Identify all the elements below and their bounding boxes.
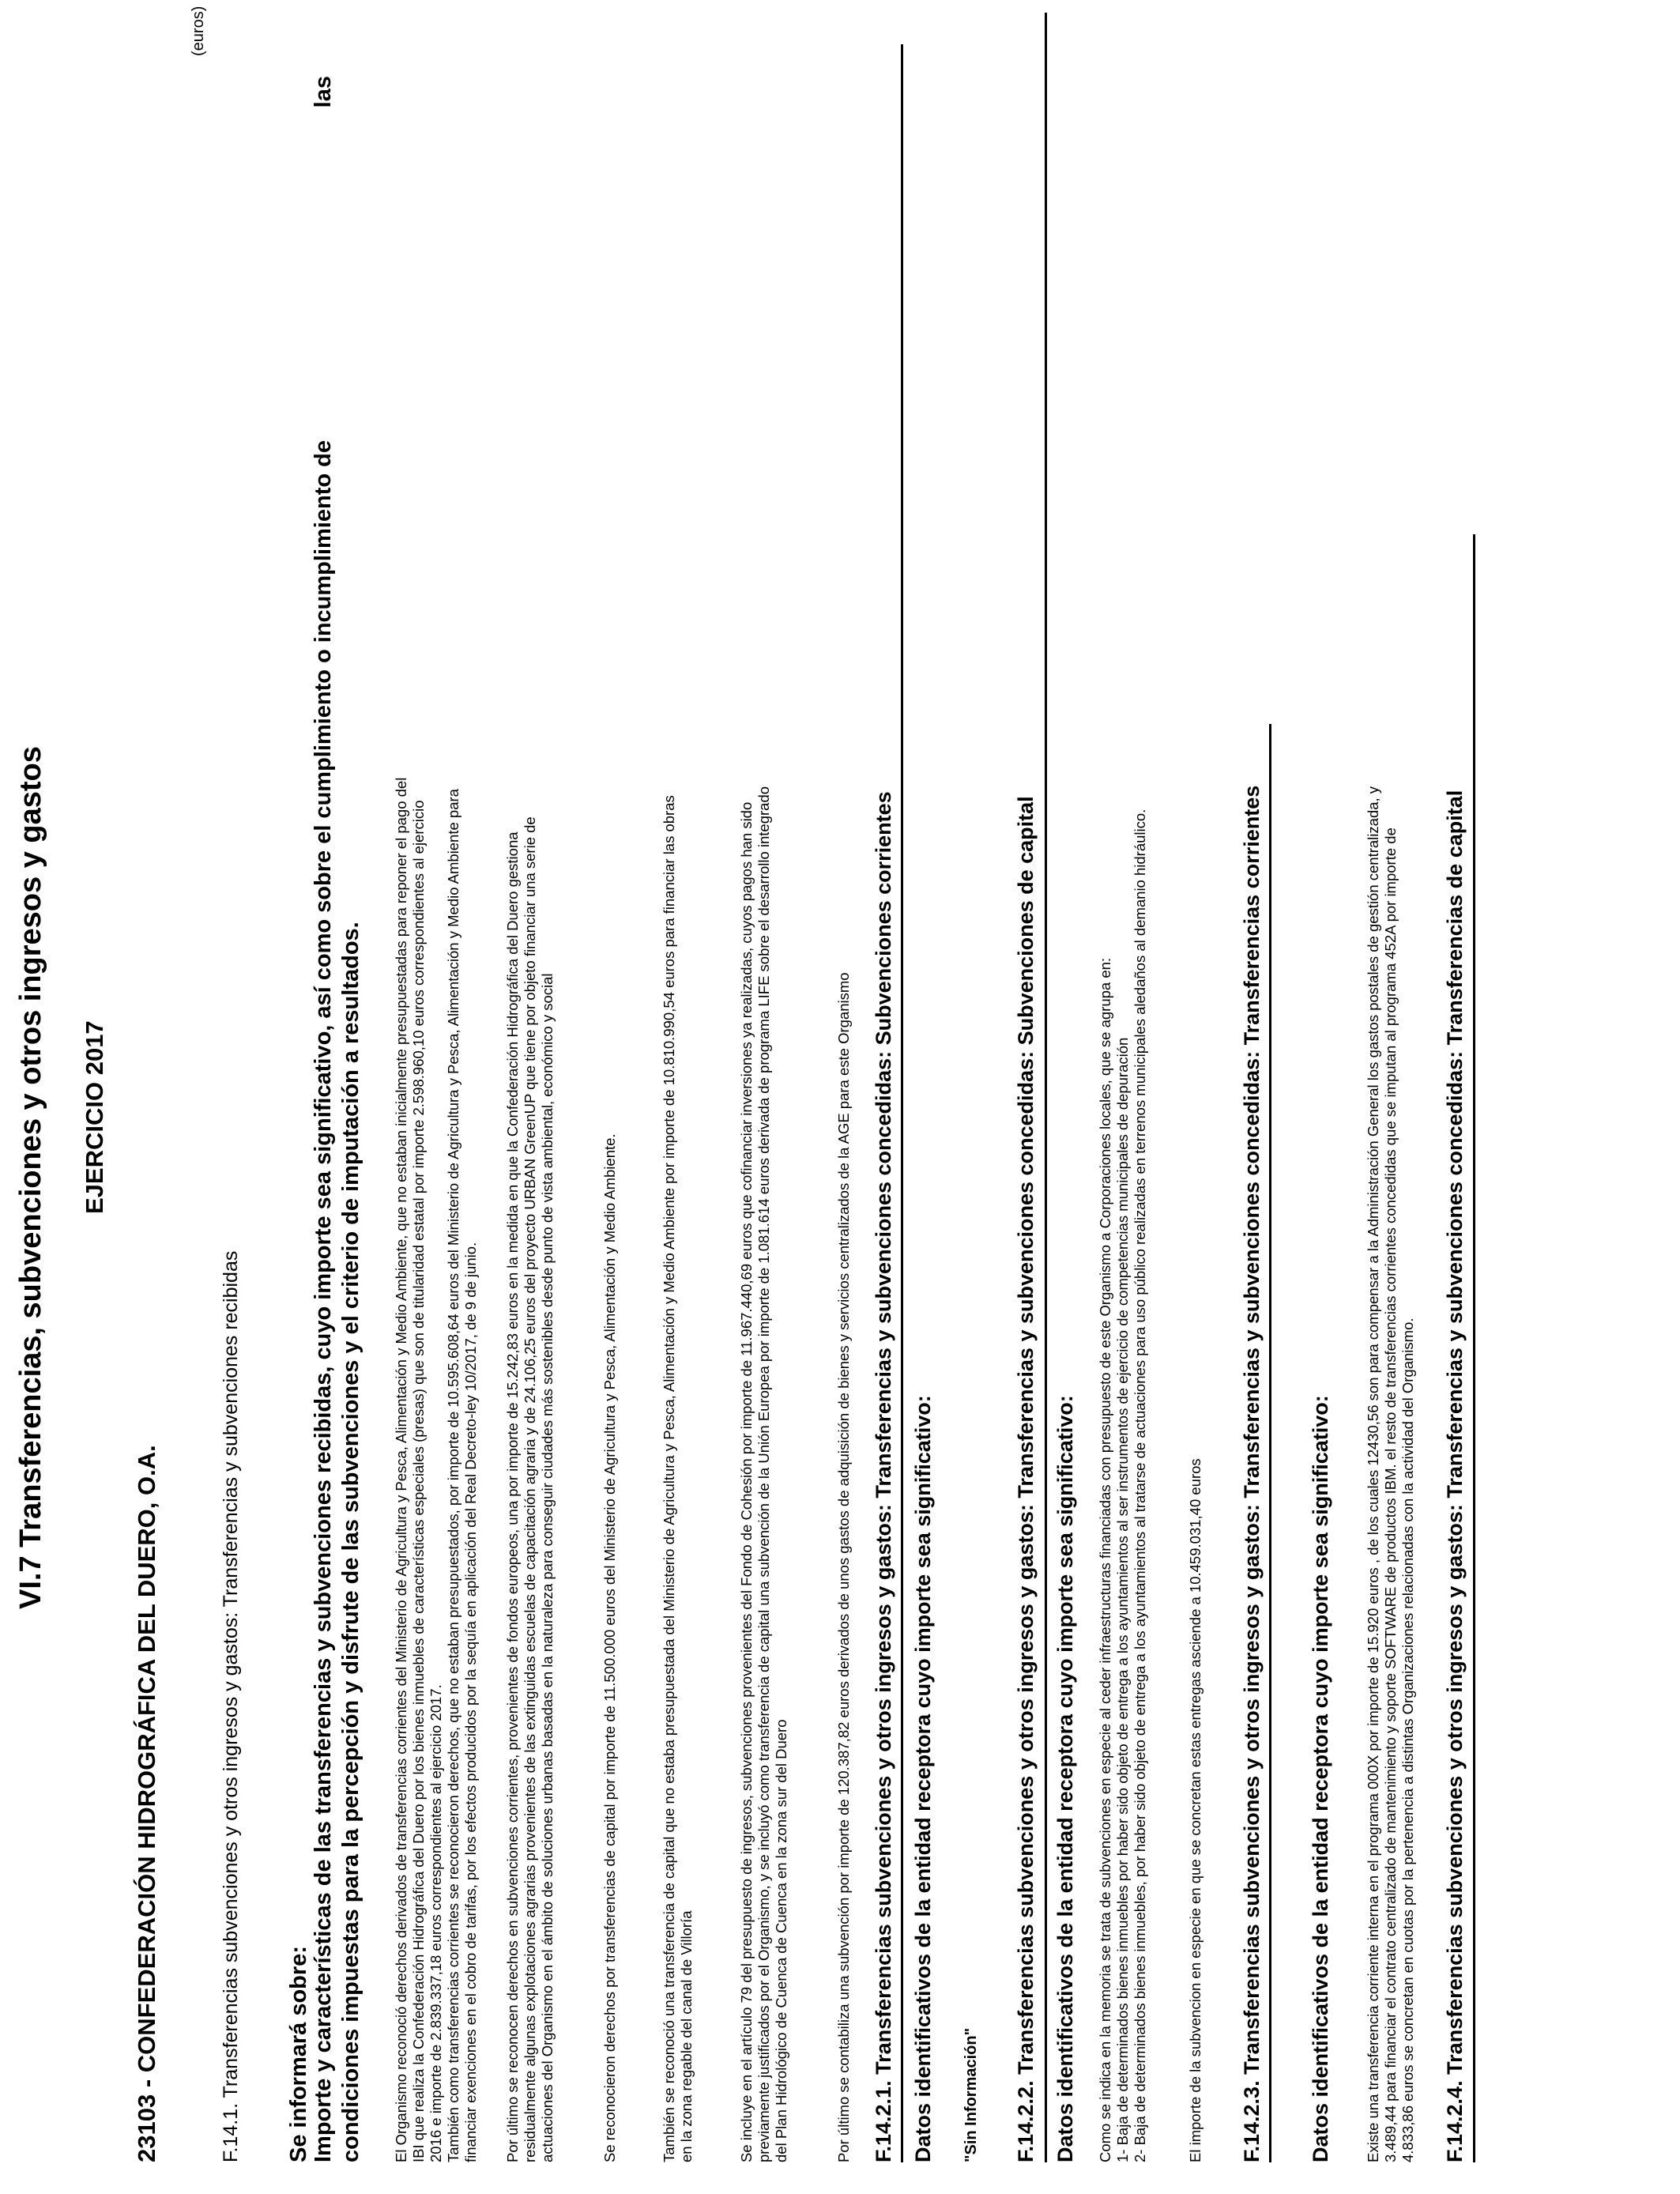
f1423-rule [1269,724,1271,2162]
text-line: del Plan Hidrológico de Cuenca de Cuenca en la zona sur del Duero [773,1719,789,2162]
f1424-heading: F.14.2.4. Transferencias subvenciones y otros ingresos y gastos: Transferencias y subvenciones concedidas: Transferencias de capital [1443,790,1467,2162]
f1421-heading: F.14.2.1. Transferencias subvenciones y otros ingresos y gastos: Transferencias y subvenciones concedidas: Subvenciones corrientes [872,791,895,2162]
text-line: 2- Baja de determinados bienes inmuebles, por haber sido objeto de entrega a los ayuntamientos al tratarse de actuaciones para uso público realizadas en terrenos municipales aledaños al demanio hidráulico. [1132,809,1148,2162]
text-line: El importe de la subvencion en especie en que se concretan estas entregas asciende a 10.459.031,40 euros [1187,1458,1203,2162]
f1422-subheading: Datos identificativos de la entidad receptora cuyo importe sea significativo: [1053,1395,1077,2162]
text-line: previamente justificados por el Organismo, y se incluyó como transferencia de capital una subvención de la Unión Europea por importe de 1.081.614 euros derivada de programa LIFE sobre el desarrollo integrado [755,786,772,2162]
text-line: Se reconocieron derechos por transferencias de capital por importe de 11.500.000 euros del Ministerio de Agricultura y Pesca, Alimentación y Medio Ambiente. [601,1133,618,2162]
text-line: También como transferencias corrientes se reconocieron derechos, que no estaban presupuestados, por importe de 10.595.608,64 euros del Ministerio de Agricultura y Pesca, Alimentación y Medio Ambiente para [445,789,461,2162]
f141-heading: F.14.1. Transferencias subvenciones y otros ingresos y gastos: Transferencias y subvenciones recibidas [220,1250,242,2162]
f1424-rule [1473,534,1475,2162]
exercise-title: EJERCICIO 2017 [81,1020,108,1214]
f1421-subheading: Datos identificativos de la entidad receptora cuyo importe sea significativo: [911,1395,935,2162]
f1422-heading: F.14.2.2. Transferencias subvenciones y otros ingresos y gastos: Transferencias y subvenciones concedidas: Subvenciones de capital [1014,796,1038,2162]
f1423-paragraph-1 [1365,786,1417,2162]
f141-bold-line1-end: las [311,76,336,108]
text-line: en la zona regable del canal de Villoría [678,1910,695,2162]
text-line: Como se indica en la memoria se trata de subvenciones en especie al ceder infraestructuras financiadas con presupuesto de este Organismo a Corporaciones locales, que se agrupa en: [1097,957,1113,2162]
text-line: financiar exenciones en el cobro de tarifas, por los efectos producidos por la sequía en aplicación del Real Decreto-ley 10/2017, de 9 de junio. [462,1242,479,2162]
text-line: Se incluye en el artículo 79 del presupuesto de ingresos, subvenciones provenientes del Fondo de Cohesión por importe de 11.967.440,69 euros que cofinanciar inversiones ya realizadas, cuyos pagos han sido [738,801,755,2162]
text-line: Existe una transferencia corriente interna en el programa 000X por importe de 15.920 euros , de los cuales 12430,56 son para compensar a la Administración General los gastos postales de gestión centralizada, y [1365,786,1381,2162]
text-line: Por último se reconocen derechos en subvenciones corrientes, provenientes de fondos europeos, una por importe de 15.242,83 euros en la medida en que la Confederación Hidrográfica del Duero gestiona [504,831,521,2162]
f141-bold-line2: condiciones impuestas para la percepción y disfrute de las subvenciones y el criterio de imputación a resultados. [338,922,363,2162]
entity-title: 23103 - CONFEDERACIÓN HIDROGRÁFICA DEL DUERO, O.A. [133,1445,160,2162]
f141-paragraph-5 [738,786,790,2162]
f1422-rule [1045,13,1047,2162]
f1423-heading: F.14.2.3. Transferencias subvenciones y otros ingresos y gastos: Transferencias y subvenciones concedidas: Transferencias corrientes [1240,785,1264,2162]
text-line: 2016 e importe de 2.839.337,18 euros correspondientes al ejercicio 2017. [428,1684,444,2162]
f1421-rule [901,44,903,2162]
f141-paragraph-1 [393,778,480,2162]
f141-paragraph-2 [504,816,556,2162]
text-line: Por último se contabiliza una subvención por importe de 120.387,82 euros derivados de unos gastos de adquisición de bienes y servicios centralizados de la AGE para este Organismo [835,972,852,2162]
f1423-subheading: Datos identificativos de la entidad receptora cuyo importe sea significativo: [1309,1395,1332,2162]
f141-paragraph-4 [661,795,695,2162]
f141-paragraph-6 [835,972,853,2162]
f141-bold-line1-text: Importe y características de las transferencias y subvenciones recibidas, cuyo importe sea significativo, así como sobre el cumplimiento o incumplimiento de [311,440,336,2162]
f141-paragraph-3 [601,1133,619,2162]
f1421-no-info: "Sin Información" [962,2027,980,2162]
text-line: El Organismo reconoció derechos derivados de transferencias corrientes del Ministerio de Agricultura y Pesca, Alimentación y Medio Ambiente, que no estaban inicialmente presupuestadas para reponer el pago del [393,777,409,2162]
section-title: VI.7 Transferencias, subvenciones y otros ingresos y gastos [14,746,47,1609]
text-line: 4.833,86 euros se concretan en cuotas por la pertenencia a distintas Organizaciones relacionadas con la actividad del Organismo. [1399,1318,1416,2162]
text-line: También se reconoció una transferencia de capital que no estaba presupuestada del Ministerio de Agricultura y Pesca, Alimentación y Medio Ambiente por importe de 10.810.990,54 euros para financiar las obras [661,795,677,2162]
text-line: IBI que realiza la Confederación Hidrográfica del Duero por los bienes inmuebles de características especiales (presas) que son de titularidad estatal por importe 2.598.960,10 euros correspondientes al ejercicio [410,800,427,2162]
f141-bold-line1 [311,76,337,2162]
f1422-paragraph-2 [1187,1458,1204,2162]
text-line: residualmente algunas explotaciones agrarias provenientes de las extinguidas escuelas de capacitación agraria y de 24.106,25 euros del proyecto URBAN GreenUP que tiene por objeto financiar una serie de [522,816,538,2162]
unit-label: (euros) [190,6,207,56]
f141-inform: Se informará sobre: [286,1946,311,2162]
f1422-paragraph-1 [1097,809,1149,2162]
text-line: 1- Baja de determinados bienes inmuebles por haber sido objeto de entrega a los ayuntamientos al ser instrumentos de ejercicio de competencias municipales de depuración [1114,1037,1131,2162]
text-line: 3.489,44 para financiar el contrato centralizado de mantenimiento y soporte SOFTWARE de productos IBM. el resto de transferencias corrientes concedidas que se imputan al programa 452A por importe de [1382,827,1399,2162]
text-line: actuaciones del Organismo en el ámbito de soluciones urbanas basadas en la naturaleza para conseguir ciudades más sostenibles desde punto de vista ambiental, económico y social [539,973,556,2162]
